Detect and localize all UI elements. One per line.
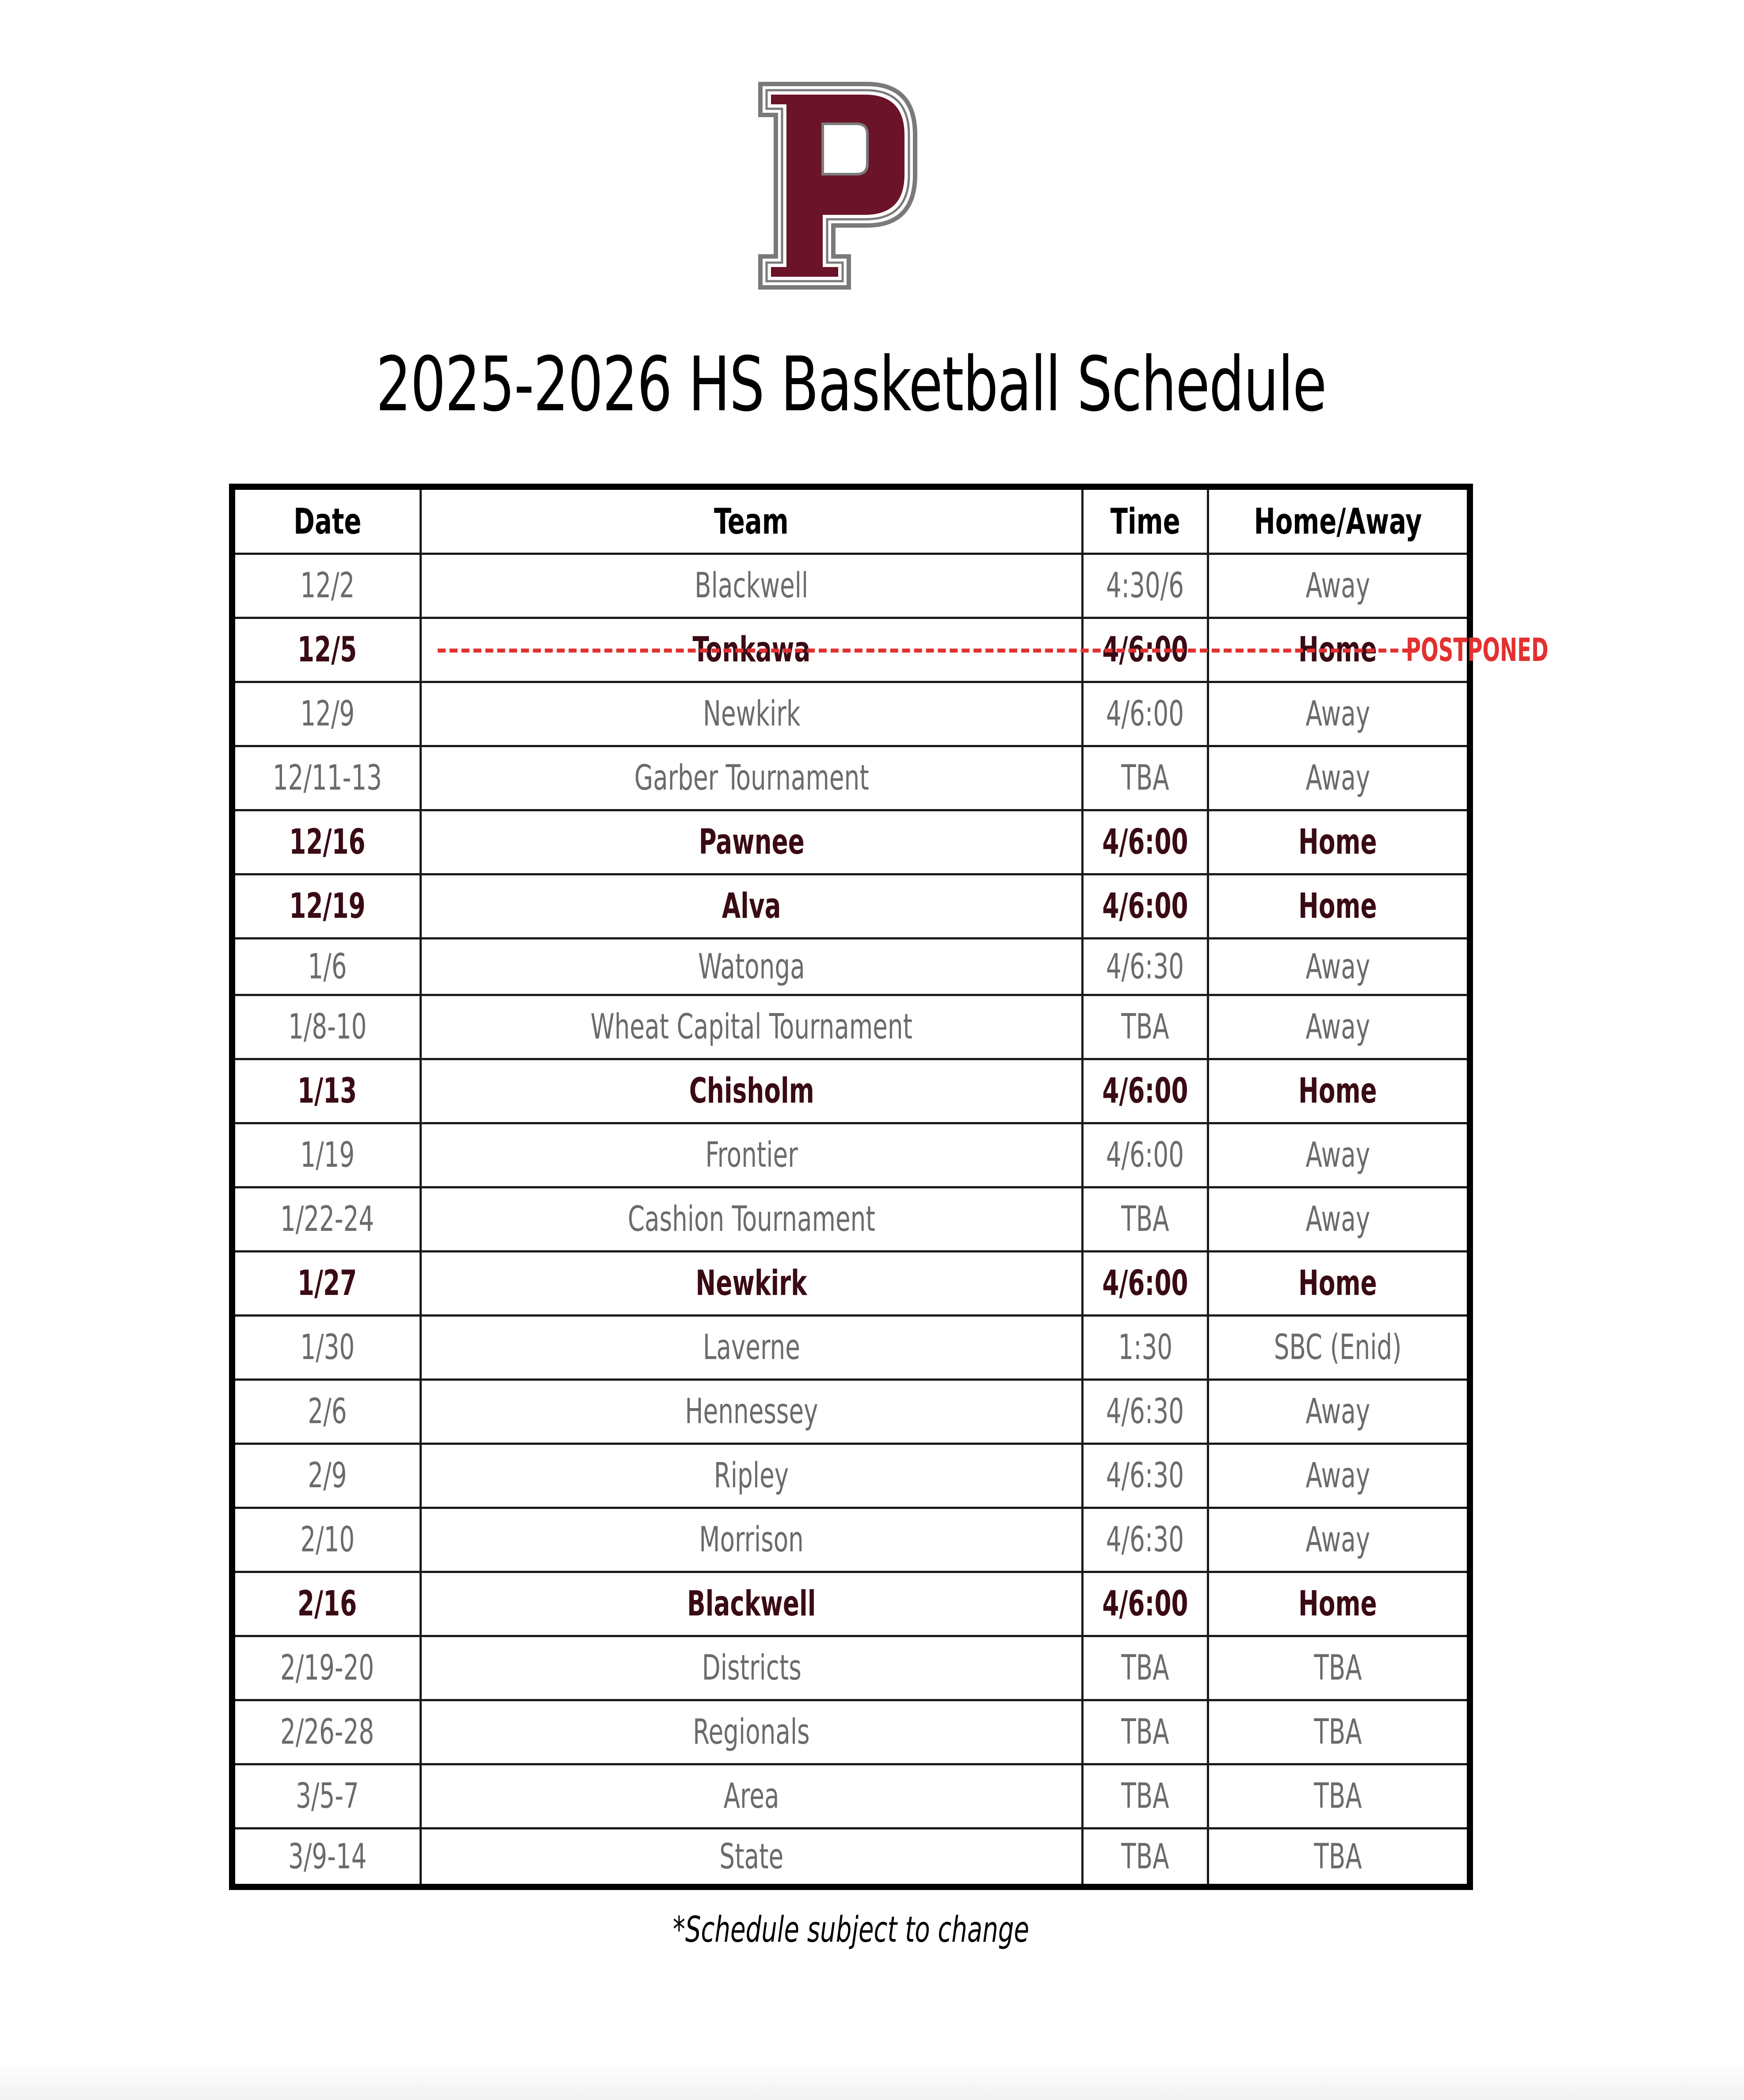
table-row [232,1380,1470,1444]
home-away-cell: Home [1208,1572,1470,1636]
home-away-cell: Away [1208,1187,1470,1252]
time-cell: 4/6:00 [1083,1059,1208,1123]
table-row [232,1187,1470,1252]
page-title: 2025-2026 HS Basketball Schedule [376,341,1326,428]
team-cell: Districts [420,1636,1082,1700]
table-row [232,1316,1470,1380]
time-cell: 4/6:00 [1083,1252,1208,1316]
table-row [232,1252,1470,1316]
date-cell: 1/19 [232,1123,420,1187]
date-cell: 1/27 [232,1252,420,1316]
home-away-cell: Home [1208,618,1470,682]
date-cell: 1/30 [232,1316,420,1380]
date-cell: 1/22-24 [232,1187,420,1252]
team-cell: Newkirk [420,1252,1082,1316]
home-away-cell: Home [1208,874,1470,939]
table-row [232,1764,1470,1829]
time-cell: TBA [1083,1700,1208,1764]
time-cell: 4/6:00 [1083,618,1208,682]
school-p-logo [756,80,920,292]
home-away-cell: Away [1208,554,1470,618]
column-header-home-away: Home/Away [1208,487,1470,554]
date-cell: 2/9 [232,1444,420,1508]
date-cell: 1/6 [232,939,420,995]
date-cell: 12/16 [232,810,420,874]
table-row [232,1700,1470,1764]
page-bottom-edge [0,2060,1744,2100]
time-cell: 4/6:00 [1083,1572,1208,1636]
home-away-cell: TBA [1208,1829,1470,1887]
table-row [232,1444,1470,1508]
time-cell: TBA [1083,995,1208,1059]
postponed-strike-line [438,649,1410,653]
date-cell: 12/9 [232,682,420,746]
team-cell: Garber Tournament [420,746,1082,810]
home-away-cell: Home [1208,810,1470,874]
team-cell: Hennessey [420,1380,1082,1444]
team-cell: Chisholm [420,1059,1082,1123]
time-cell: 4/6:30 [1083,939,1208,995]
team-cell: Watonga [420,939,1082,995]
table-row [232,554,1470,618]
home-away-cell: SBC (Enid) [1208,1316,1470,1380]
home-away-cell: TBA [1208,1764,1470,1829]
team-cell: Cashion Tournament [420,1187,1082,1252]
team-cell: Pawnee [420,810,1082,874]
team-cell: Newkirk [420,682,1082,746]
table-row [232,1829,1470,1887]
table-row [232,939,1470,995]
home-away-cell: Away [1208,1380,1470,1444]
team-cell: Blackwell [420,554,1082,618]
table-row [232,746,1470,810]
time-cell: 4:30/6 [1083,554,1208,618]
date-cell: 3/9-14 [232,1829,420,1887]
home-away-cell: Home [1208,1252,1470,1316]
date-cell: 12/2 [232,554,420,618]
schedule-table [229,484,1473,1890]
date-cell: 3/5-7 [232,1764,420,1829]
time-cell: TBA [1083,1187,1208,1252]
date-cell: 2/16 [232,1572,420,1636]
team-cell: Frontier [420,1123,1082,1187]
team-cell: Tonkawa [420,618,1082,682]
home-away-cell: TBA [1208,1636,1470,1700]
date-cell: 1/8-10 [232,995,420,1059]
date-cell: 2/19-20 [232,1636,420,1700]
time-cell: 4/6:30 [1083,1444,1208,1508]
time-cell: TBA [1083,1764,1208,1829]
time-cell: 1:30 [1083,1316,1208,1380]
team-cell: Area [420,1764,1082,1829]
team-cell: Alva [420,874,1082,939]
table-row [232,1059,1470,1123]
table-header-row [232,487,1470,554]
team-cell: Blackwell [420,1572,1082,1636]
time-cell: TBA [1083,1829,1208,1887]
time-cell: 4/6:00 [1083,1123,1208,1187]
table-row [232,874,1470,939]
time-cell: 4/6:00 [1083,682,1208,746]
date-cell: 2/10 [232,1508,420,1572]
home-away-cell: Away [1208,1444,1470,1508]
home-away-cell: Away [1208,995,1470,1059]
table-row [232,682,1470,746]
team-cell: Laverne [420,1316,1082,1380]
team-cell: Morrison [420,1508,1082,1572]
time-cell: 4/6:00 [1083,874,1208,939]
team-cell: Ripley [420,1444,1082,1508]
home-away-cell: Away [1208,682,1470,746]
home-away-cell: TBA [1208,1700,1470,1764]
date-cell: 1/13 [232,1059,420,1123]
time-cell: 4/6:30 [1083,1508,1208,1572]
time-cell: TBA [1083,746,1208,810]
home-away-cell: Home [1208,1059,1470,1123]
table-row [232,1123,1470,1187]
date-cell: 2/26-28 [232,1700,420,1764]
home-away-cell: Away [1208,746,1470,810]
column-header-time: Time [1083,487,1208,554]
time-cell: TBA [1083,1636,1208,1700]
date-cell: 12/11-13 [232,746,420,810]
home-away-cell: Away [1208,939,1470,995]
column-header-team: Team [420,487,1082,554]
postponed-label: POSTPONED [1406,631,1549,668]
time-cell: 4/6:30 [1083,1380,1208,1444]
date-cell: 2/6 [232,1380,420,1444]
team-cell: Wheat Capital Tournament [420,995,1082,1059]
schedule-footnote: *Schedule subject to change [672,1909,1030,1950]
date-cell: 12/19 [232,874,420,939]
table-row [232,995,1470,1059]
home-away-cell: Away [1208,1123,1470,1187]
team-cell: State [420,1829,1082,1887]
table-row [232,1636,1470,1700]
table-row [232,810,1470,874]
time-cell: 4/6:00 [1083,810,1208,874]
table-row [232,1508,1470,1572]
team-cell: Regionals [420,1700,1082,1764]
date-cell: 12/5 [232,618,420,682]
column-header-date: Date [232,487,420,554]
table-row [232,1572,1470,1636]
home-away-cell: Away [1208,1508,1470,1572]
